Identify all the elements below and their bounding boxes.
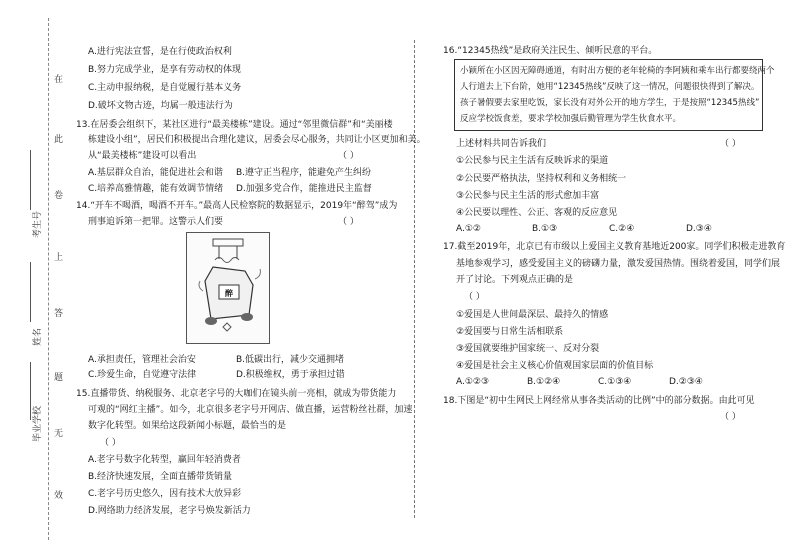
drunk-driving-cartoon bbox=[186, 232, 270, 344]
q16-option-b: B.①③ bbox=[532, 224, 558, 234]
name-label: 姓名 bbox=[33, 327, 43, 346]
q14-stem-line: 刑事追诉第一把罪。这警示人们要 bbox=[88, 217, 224, 227]
q16-statement: ②公民要严格执法，坚持权利和义务相统一 bbox=[456, 174, 627, 184]
cartoon-plate-text: 醉 bbox=[225, 289, 233, 298]
q15-stem-line: 数字化转型。如果给这段新闻小标题，最恰当的是 bbox=[88, 421, 287, 431]
q18-answer-paren[interactable]: （ ） bbox=[720, 412, 741, 422]
q16-option-a: A.①② bbox=[456, 224, 481, 234]
q13-option-d: D.加强多党合作，能推进民主监督 bbox=[236, 184, 372, 194]
q16-statement: ④公民要以理性、公正、客观的反应意见 bbox=[456, 208, 618, 218]
q12-option-c: C.主动申报纳税，是自觉履行基本义务 bbox=[88, 83, 242, 93]
q16-question: 上述材料共同告诉我们 bbox=[456, 139, 547, 149]
binding-dashed-line bbox=[48, 18, 49, 540]
q14-option-b: B.低碳出行，减少交通拥堵 bbox=[236, 355, 345, 365]
seal-char: 题 bbox=[54, 373, 64, 383]
q15-option-a: A.老字号数字化转型，赢回年轻消费者 bbox=[88, 455, 241, 465]
seal-char: 此 bbox=[54, 135, 64, 145]
q12-option-d: D.破坏文物古迹，均属一般违法行为 bbox=[88, 101, 233, 111]
q18-stem-line: 18.下图是“初中生网民上网经常从事各类活动的比例”中的部分数据。由此可见 bbox=[443, 396, 755, 406]
q17-stem-line: 基地参观学习，感受爱国主义的磅礴力量，激发爱国热情。围绕着爱国，同学们展 bbox=[456, 259, 781, 269]
q16-option-d: D.③④ bbox=[686, 224, 712, 234]
q13-option-b: B.遵守正当程序，能避免产生纠纷 bbox=[236, 168, 372, 178]
q13-stem-line: 13.在居委会组织下，某社区进行“最美楼栋”建设。通过“邻里微信群”和“美丽楼 bbox=[76, 120, 393, 130]
q17-option-c: C.①③④ bbox=[598, 377, 632, 387]
q16-statement: ③公民参与民主生活的形式愈加丰富 bbox=[456, 191, 600, 201]
q16-material-line: 人行道去上下台阶，她用“12345热线”反映了这一情况，问题很快得到了解决。 bbox=[460, 82, 760, 92]
q12-option-a: A.进行宪法宣誓，是在行使政治权利 bbox=[88, 47, 232, 57]
q17-statement: ①爱国是人世间最深层、最持久的情感 bbox=[456, 310, 609, 320]
seal-char: 无 bbox=[54, 429, 64, 439]
exam-number-field[interactable] bbox=[30, 150, 31, 210]
school-field[interactable] bbox=[30, 362, 31, 420]
q17-answer-paren[interactable]: （ ） bbox=[464, 292, 485, 302]
school-label: 毕业学校 bbox=[33, 405, 43, 442]
q15-stem-line: 可观的“网红主播”。如今，北京很多老字号开网店、做直播，运营粉丝社群，加速 bbox=[88, 405, 413, 415]
q16-material-line: 反应学校饭食差，要求学校加强后勤管理为学生伙食水平。 bbox=[460, 114, 682, 124]
q16-statement: ①公民参与民主生活有反映诉求的渠道 bbox=[456, 156, 609, 166]
q13-stem-line: 栋建设小组”，居民们积极提出合理化建议，居委会尽心服务，共同让小区更加和美。 bbox=[88, 135, 426, 145]
q13-stem-line: 从“最美楼栋”建设可以看出 bbox=[88, 151, 197, 161]
q16-answer-paren[interactable]: （ ） bbox=[720, 139, 741, 149]
q15-answer-paren[interactable]: （ ） bbox=[100, 438, 121, 448]
q16-material-line: 小颖所在小区因无障碍通道，有时出方便的老年轮椅的李阿姨和乘车出行都要绕两个 bbox=[460, 66, 775, 76]
q14-option-a: A.承担责任，管理社会治安 bbox=[88, 355, 196, 365]
q14-stem-line: 14.“开车不喝酒，喝酒不开车。”最高人民检察院的数据显示，2019年“醉驾”成为 bbox=[76, 201, 398, 211]
q12-option-b: B.努力完成学业，是享有劳动权的体现 bbox=[88, 65, 242, 75]
seal-char: 上 bbox=[54, 253, 64, 263]
q17-stem-line: 17.截至2019年，北京已有市级以上爱国主义教育基地近200家。同学们积极走进教育 bbox=[443, 242, 786, 252]
q17-statement: ②爱国要与日常生活相联系 bbox=[456, 327, 564, 337]
q17-option-d: D.②③④ bbox=[669, 377, 703, 387]
q15-stem-line: 15.直播带货、纳税服务、北京老字号的大咖们在镜头前一亮相，就成为带货能力 bbox=[76, 389, 397, 399]
q15-option-d: D.网络助力经济发展，老字号焕发新活力 bbox=[88, 506, 251, 516]
q15-option-c: C.老字号历史悠久，因有技术大放异彩 bbox=[88, 489, 242, 499]
q14-option-d: D.积极维权，勇于承担过错 bbox=[236, 370, 345, 380]
seal-char: 卷 bbox=[54, 191, 64, 201]
q17-option-b: B.①②④ bbox=[527, 377, 561, 387]
q15-option-b: B.经济快速发展，全面直播带货销量 bbox=[88, 472, 233, 482]
q13-option-c: C.培养高雅情趣，能有效调节情绪 bbox=[88, 184, 224, 194]
q13-option-a: A.基层群众自治，能促进社会和谐 bbox=[88, 168, 223, 178]
q13-answer-paren[interactable]: （ ） bbox=[338, 151, 359, 161]
q17-option-a: A.①②③ bbox=[456, 377, 490, 387]
q16-material-line: 孩子暑假要去家里吃饭，家长没有对外公开的地方学生，于是按照“12345热线” bbox=[460, 98, 760, 108]
exam-number-label: 考生号 bbox=[33, 210, 43, 238]
q14-answer-paren[interactable]: （ ） bbox=[338, 217, 359, 227]
q17-statement: ③爱国就要维护国家统一、反对分裂 bbox=[456, 344, 600, 354]
q14-option-c: C.珍爱生命，自觉遵守法律 bbox=[88, 370, 197, 380]
seal-char: 效 bbox=[54, 491, 64, 501]
seal-char: 在 bbox=[54, 75, 64, 85]
q17-stem-line: 开了讨论。下列观点正确的是 bbox=[456, 275, 574, 285]
seal-char: 答 bbox=[54, 309, 64, 319]
q16-option-c: C.②④ bbox=[609, 224, 635, 234]
q16-title: 16.“12345热线”是政府关注民生、倾听民意的平台。 bbox=[443, 46, 658, 56]
name-field[interactable] bbox=[30, 262, 31, 322]
q17-statement: ④爱国是社会主义核心价值观国家层面的价值目标 bbox=[456, 361, 654, 371]
column-divider bbox=[414, 40, 415, 518]
